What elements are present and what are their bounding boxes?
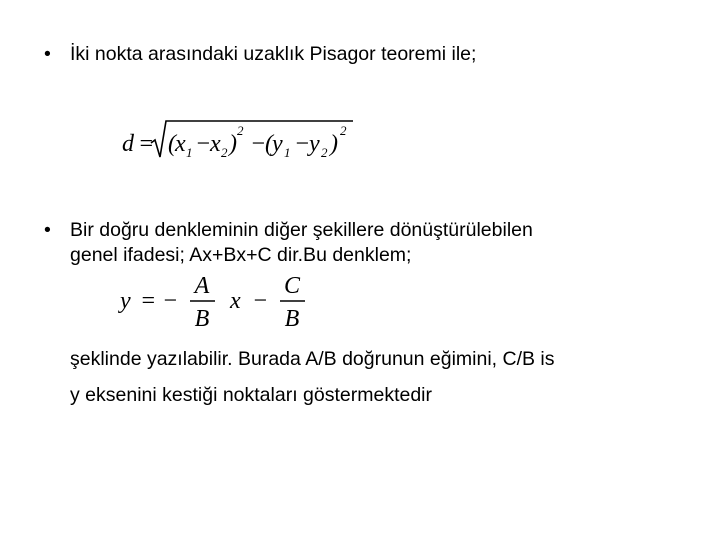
line-equation-formula (118, 272, 318, 334)
eq-x: x (230, 288, 241, 314)
bullet-marker: • (44, 43, 51, 65)
exp-2: 2 (340, 123, 347, 138)
eq-y: y (120, 288, 131, 314)
bullet-text-line-1: Bir doğru denkleminin diğer şekillere dönüştürülebilen (70, 219, 533, 241)
eq-minus-2: − (252, 288, 269, 314)
sub-y2: 2 (321, 145, 328, 160)
sub-x2: 2 (221, 145, 228, 160)
term-y1: y (272, 131, 283, 157)
exp-1: 2 (237, 123, 244, 138)
distance-formula (120, 117, 360, 167)
sub-x1: 1 (186, 145, 193, 160)
eq-minus-1: − (162, 288, 179, 314)
sub-y1: 1 (284, 145, 291, 160)
eq-den-b-2: B (284, 306, 300, 332)
eq-num-c: C (283, 273, 301, 299)
formula-d: d (122, 131, 134, 157)
paren-open-2: ( (265, 131, 273, 157)
bullet-marker: • (44, 219, 51, 241)
term-x2: x (210, 131, 221, 157)
paren-close-2: ) (330, 131, 338, 157)
bullet-text-line-2: genel ifadesi; Ax+Bx+C dir.Bu denklem; (70, 244, 412, 266)
eq-equals: = (140, 288, 157, 314)
formula-equals: = (138, 131, 155, 157)
paragraph-line-2: y eksenini kestiği noktaları göstermektedir (70, 384, 432, 406)
eq-den-b-1: B (194, 306, 210, 332)
paren-open-1: ( (168, 131, 176, 157)
op-outer: − (250, 131, 267, 157)
eq-num-a: A (194, 273, 210, 299)
term-y2: y (309, 131, 320, 157)
op-inner-1: − (195, 131, 212, 157)
op-inner-2: − (294, 131, 311, 157)
bullet-text: İki nokta arasındaki uzaklık Pisagor teoremi ile; (70, 43, 477, 65)
term-x1: x (175, 131, 186, 157)
paragraph-line-1: şeklinde yazılabilir. Burada A/B doğrunun eğimini, C/B is (70, 348, 555, 370)
paren-close-1: ) (229, 131, 237, 157)
